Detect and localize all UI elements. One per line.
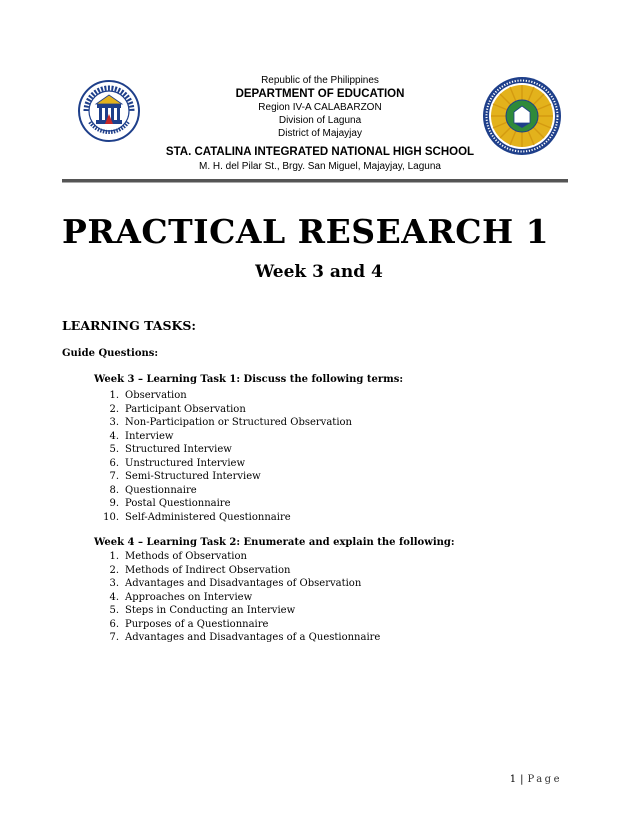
list-text: Advantages and Disadvantages of Observation xyxy=(125,578,362,589)
list-text: Unstructured Interview xyxy=(125,457,246,469)
department-text: DEPARTMENT OF EDUCATION xyxy=(235,88,405,100)
list-item xyxy=(98,416,352,430)
school-name: STA. CATALINA INTEGRATED NATIONAL HIGH SCHOOL xyxy=(165,146,475,158)
learning-tasks-heading: LEARNING TASKS: xyxy=(62,318,196,333)
list-number: 1. xyxy=(109,390,119,401)
list-text: Postal Questionnaire xyxy=(125,498,231,509)
list-number: 7. xyxy=(109,471,119,482)
list-item xyxy=(98,631,380,645)
list-item xyxy=(98,457,352,471)
list-item xyxy=(98,484,352,498)
list-number: 9. xyxy=(109,498,119,509)
list-item xyxy=(98,618,380,632)
page-title: PRACTICAL RESEARCH 1 xyxy=(62,212,550,251)
list-item xyxy=(98,577,380,591)
page-number: 1 xyxy=(509,774,517,785)
list-text: Methods of Observation xyxy=(125,551,247,562)
list-text: Steps in Conducting an Interview xyxy=(125,605,296,616)
list-text: Purposes of a Questionnaire xyxy=(125,618,269,630)
list-number: 2. xyxy=(109,564,119,576)
list-text: Structured Interview xyxy=(125,444,232,455)
list-number: 2. xyxy=(109,403,119,415)
list-number: 10. xyxy=(103,511,119,523)
list-item xyxy=(98,550,380,564)
list-text: Methods of Indirect Observation xyxy=(125,564,291,576)
page-footer xyxy=(510,774,562,785)
list-number: 1. xyxy=(109,551,119,562)
page-label: Page xyxy=(527,774,562,785)
list-text: Participant Observation xyxy=(125,403,246,415)
week4-term-list xyxy=(98,550,380,645)
week3-term-list xyxy=(98,389,352,524)
list-text: Approaches on Interview xyxy=(125,591,253,603)
list-item xyxy=(98,511,352,525)
list-text: Interview xyxy=(125,430,174,442)
republic-text: Republic of the Philippines xyxy=(261,75,379,86)
week3-task-title: Week 3 – Learning Task 1: Discuss the following terms: xyxy=(94,374,404,385)
list-number: 7. xyxy=(109,632,119,643)
list-text: Questionnaire xyxy=(125,484,197,496)
list-item xyxy=(98,591,380,605)
footer-separator: | xyxy=(520,774,524,785)
list-number: 5. xyxy=(109,444,119,455)
list-number: 4. xyxy=(109,430,119,442)
list-item xyxy=(98,443,352,457)
list-item xyxy=(98,470,352,484)
list-number: 4. xyxy=(109,591,119,603)
page-subtitle: Week 3 and 4 xyxy=(255,262,383,282)
list-number: 6. xyxy=(109,457,119,469)
list-number: 6. xyxy=(109,618,119,630)
list-number: 3. xyxy=(109,417,119,428)
list-item xyxy=(98,403,352,417)
region-text: Region IV-A CALABARZON xyxy=(258,102,382,113)
list-text: Self-Administered Questionnaire xyxy=(125,511,291,523)
list-number: 3. xyxy=(109,578,119,589)
list-text: Advantages and Disadvantages of a Questionnaire xyxy=(125,632,381,643)
list-item xyxy=(98,604,380,618)
list-item xyxy=(98,564,380,578)
guide-questions-label: Guide Questions: xyxy=(62,348,159,359)
deped-seal-logo xyxy=(78,80,140,142)
list-item xyxy=(98,389,352,403)
list-text: Semi-Structured Interview xyxy=(125,471,261,482)
school-address: M. H. del Pilar St., Brgy. San Miguel, Majayjay, Laguna xyxy=(199,161,441,172)
list-text: Observation xyxy=(125,390,187,401)
week4-task-title: Week 4 – Learning Task 2: Enumerate and explain the following: xyxy=(94,537,455,548)
list-item xyxy=(98,497,352,511)
list-item xyxy=(98,430,352,444)
district-text: District of Majayjay xyxy=(278,128,362,139)
header-divider xyxy=(62,179,568,183)
list-number: 8. xyxy=(109,484,119,496)
list-number: 5. xyxy=(109,605,119,616)
division-text: Division of Laguna xyxy=(278,115,362,126)
list-text: Non-Participation or Structured Observation xyxy=(125,417,352,428)
